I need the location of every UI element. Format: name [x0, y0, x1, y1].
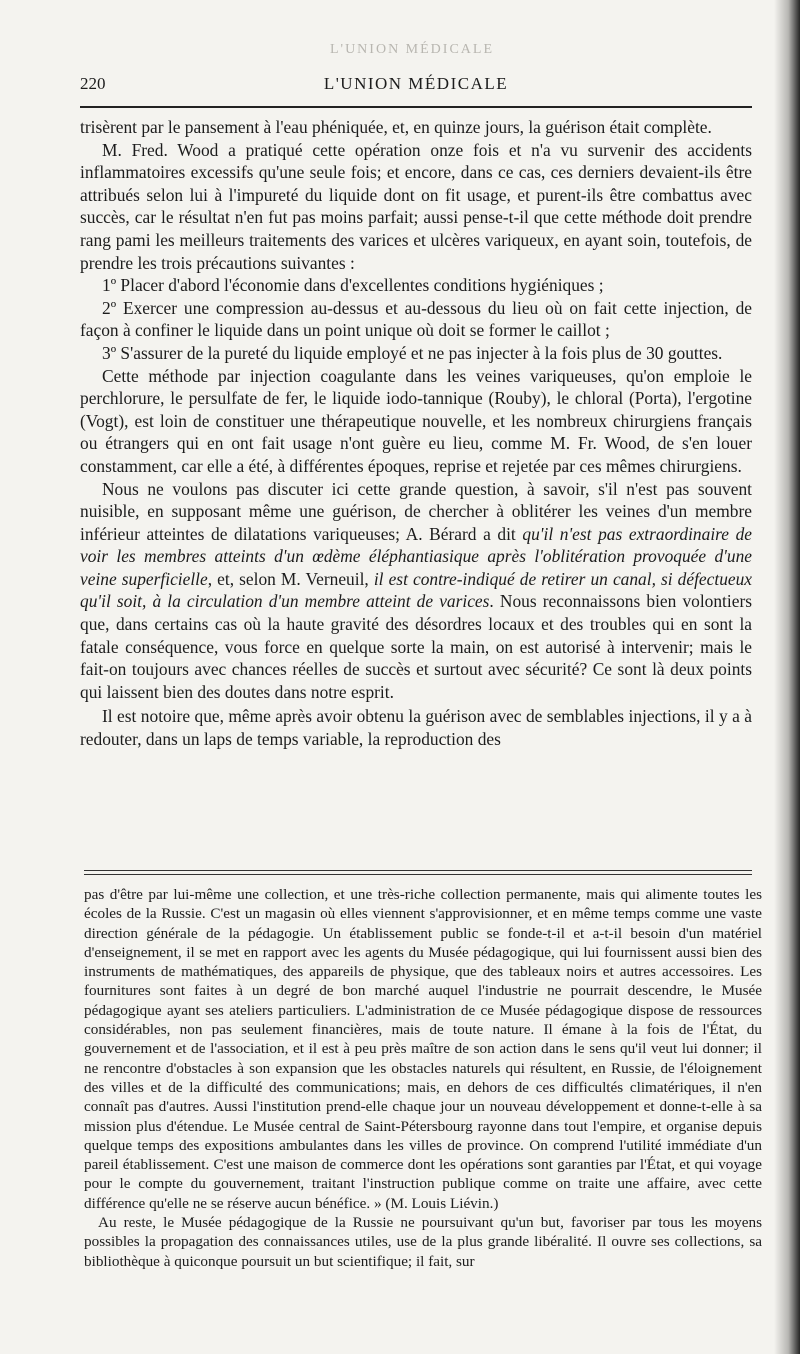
list-item: 2º Exercer une compression au-dessus et au-dessous du lieu où on fait cette injection, de façon à confiner le liquide dans un point unique où doit se former le caillot ; — [80, 297, 752, 341]
bleed-through-header: L'UNION MÉDICALE — [330, 42, 495, 57]
header-rule — [80, 106, 752, 108]
paragraph: M. Fred. Wood a pratiqué cette opération onze fois et n'a vu survenir des accidents inflammatoires excessifs qu'une seule fois; et encore, dans ce cas, ces derniers devaient-ils être attribués selon lui à l'impureté du liquide dont on fit usage, et purent-ils être combattus avec succès, car le résultat n'en fut pas moins parfait; aussi pense-t-il que cette méthode doit prendre rang pami les meilleurs traitements des varices et ulcères variqueux, en ayant soin, toutefois, de prendre les trois précautions suivantes : — [80, 139, 752, 273]
paragraph: trisèrent par le pansement à l'eau phéniquée, et, en quinze jours, la guérison était complète. — [80, 117, 712, 137]
paragraph: Cette méthode par injection coagulante dans les veines variqueuses, qu'on emploie le perchlorure, le persulfate de fer, le liquide iodo-tannique (Rouby), le chloral (Porta), l'ergotine (Vogt), est loin de constituer une thérapeutique nouvelle, et les nombreux chirurgiens français ou étrangers qui en ont fait usage n'ont guère eu lieu, comme M. Fr. Wood, de s'en louer constamment, car elle a été, à différentes époques, reprise et rejetée par ces mêmes chirurgiens. — [80, 365, 752, 476]
list-item: 1º Placer d'abord l'économie dans d'excellentes conditions hygiéniques ; — [102, 275, 604, 296]
footnote-text — [84, 885, 762, 1271]
paragraph: Il est notoire que, même après avoir obtenu la guérison avec de semblables injections, il y a à redouter, dans un laps de temps variable, la reproduction des — [80, 706, 752, 750]
main-text — [80, 116, 752, 751]
italic-quote-verneuil: il est contre-indiqué de retirer un canal, si défectueux qu'il soit, à la circulation d'un membre atteint de varices — [80, 568, 753, 612]
list-item: 3º S'assurer de la pureté du liquide employé et ne pas injecter à la fois plus de 30 gouttes. — [102, 342, 723, 363]
text-run: Nous ne voulons pas discuter ici cette grande question, à savoir, s'il n'est pas souvent nuisible, en supposant même une guérison, de chercher à oblitérer les veines d'un membre inférieur atteintes de dilatations variqueuses; A. Bérard a dit — [80, 478, 752, 544]
text-run: . Nous reconnaissons bien volontiers que, dans certains cas où la haute gravité des désordres locaux et des troubles qui en sont la fatale conséquence, vous force en quelque sorte la main, on est autorisé à intervenir; mais le fait-on toujours avec chances réelles de succès et surtout avec sécurité? Ce sont là deux points qui laissent bien des doutes dans notre esprit. — [80, 591, 752, 702]
footnote-rule-second — [84, 874, 752, 875]
running-header — [80, 74, 752, 98]
page-number: 220 — [80, 74, 106, 93]
paragraph — [80, 478, 752, 704]
text-run: , et, selon M. Verneuil, — [207, 568, 374, 589]
journal-title: L'UNION MÉDICALE — [323, 74, 509, 93]
book-spine-shadow — [774, 0, 800, 1354]
footnote-paragraph: Au reste, le Musée pédagogique de la Russie ne poursuivant qu'un but, favoriser par tous les moyens possibles la propagation des connaissances utiles, use de la plus grande libéralité. Il ouvre ses collections, sa bibliothèque à quiconque poursuit un but scientifique; il fait, sur — [84, 1214, 762, 1270]
italic-quote-berard: qu'il n'est pas extraordinaire de voir les membres atteints d'un œdème éléphantiasique après l'oblitération provoquée d'une veine superficielle — [80, 523, 753, 589]
footnote-rule — [84, 870, 752, 871]
footnote-paragraph: pas d'être par lui-même une collection, et une très-riche collection permanente, mais qui alimente toutes les écoles de la Russie. C'est un magasin où elles viennent s'approvisionner, et en même temps comme une vaste direction générale de la pédagogie. Un établissement public se fonde-t-il et a-t-il besoin d'un matériel d'enseignement, il se met en rapport avec les agents du Musée pédagogique, qui lui fournissent aussi bien des instruments de mathématiques, des appareils de physique, que des tableaux noirs et autres accessoires. Les fournitures sont faites à un degré de bon marché auquel l'industrie ne pourrait descendre, le Musée pédagogique ayant ses ateliers particuliers. L'administration de ce Musée pédagogique dispose de ressources considérables, non pas seulement financières, mais de toute nature. Il émane à la fois de l'État, du gouvernement et de l'association, et il est à peu près maître de son action dans le sens qu'il veut lui donner; il ne rencontre d'obstacles à son expansion que les obstacles naturels qui résultent, en Russie, de l'éloignement des villes et de la difficulté des communications; mais, en dehors de ces difficultés climatériques, il n'en connaît pas d'autres. Aussi l'institution prend-elle chaque jour un nouveau développement et donne-t-elle à sa mission plus d'étendue. Le Musée central de Saint-Pétersbourg rayonne dans tout l'empire, et organise depuis quelque temps des expositions ambulantes dans les villes de province. On comprend l'utilité immédiate d'un pareil établissement. C'est une maison de commerce dont les opérations sont garanties par l'État, et qui voyage pour le compte du gouvernement, traitant l'instruction publique comme on traite une affaire, avec cette différence qu'elle ne se réserve aucun bénéfice. » (M. Louis Liévin.) — [84, 886, 762, 1212]
